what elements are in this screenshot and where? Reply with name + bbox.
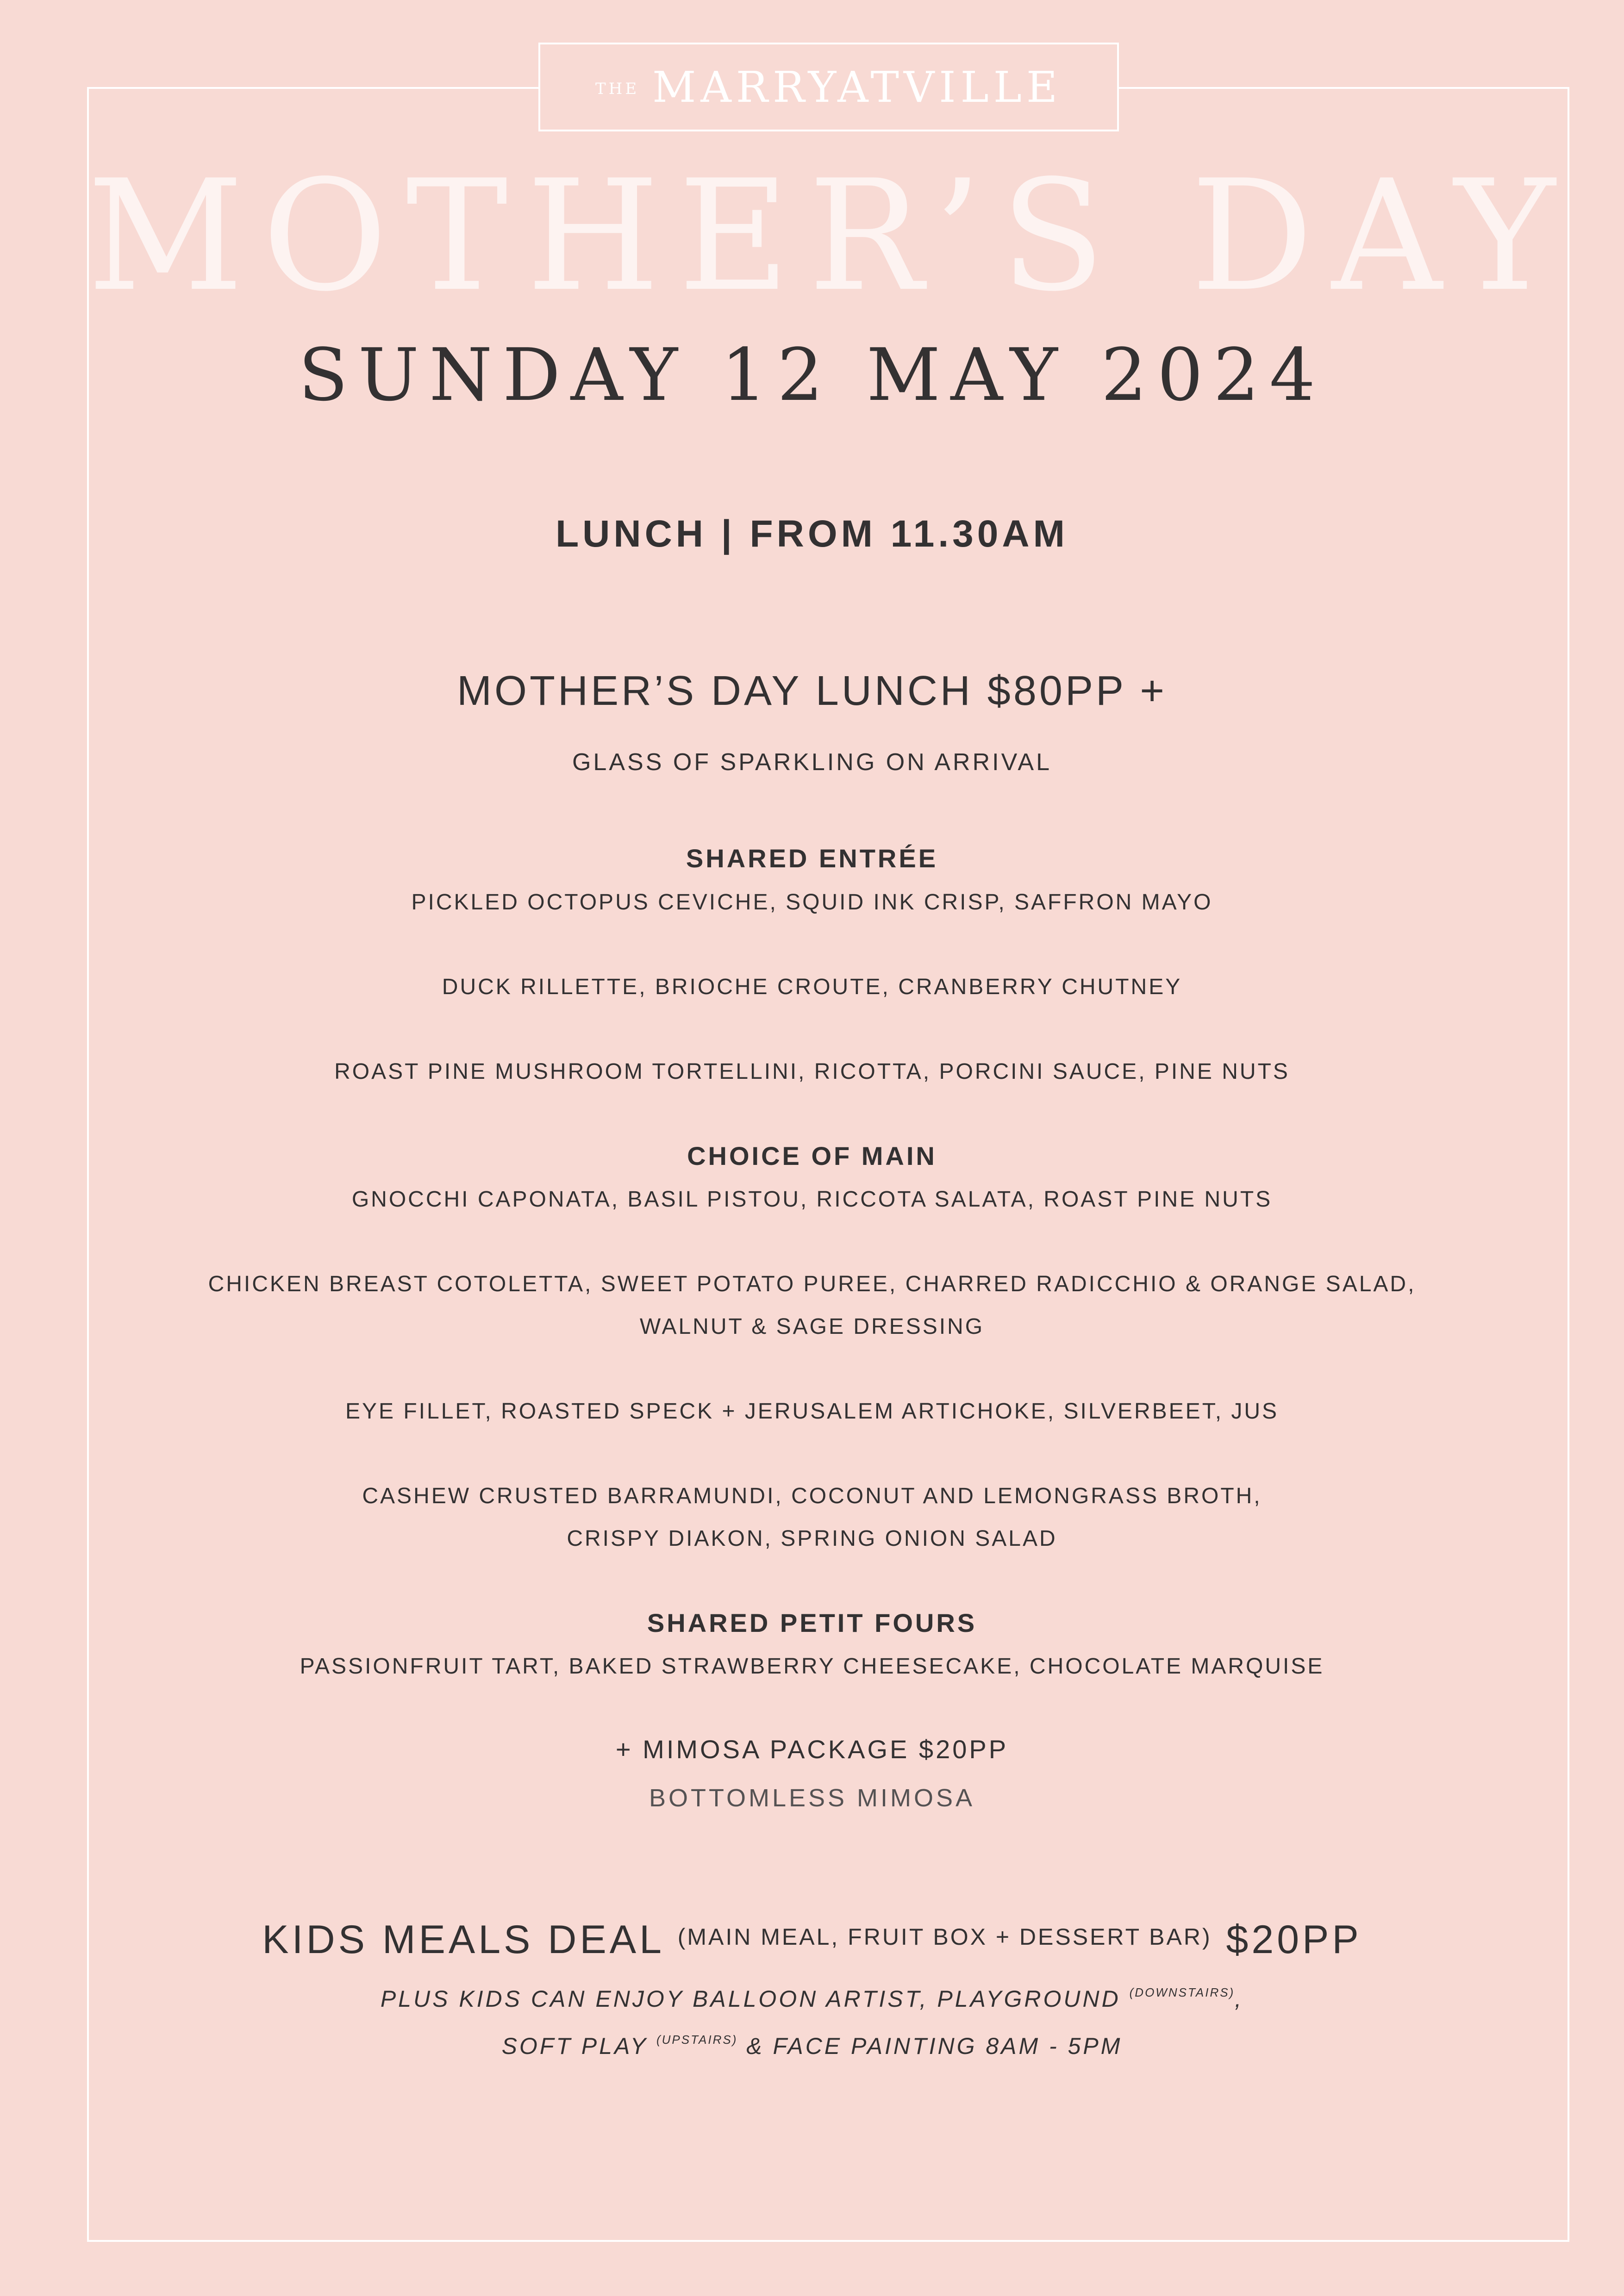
kids-note-sup: (DOWNSTAIRS) [1129,1985,1235,1999]
menu-item: GNOCCHI CAPONATA, BASIL PISTOU, RICCOTA SALATA, ROAST PINE NUTS [351,1187,1273,1212]
kids-note-text: PLUS KIDS CAN ENJOY BALLOON ARTIST, PLAYGROUND [380,1986,1121,2012]
menu-item: ROAST PINE MUSHROOM TORTELLINI, RICOTTA, PORCINI SAUCE, PINE NUTS [334,1059,1290,1084]
kids-note-text: SOFT PLAY [501,2033,648,2059]
menu-item: DUCK RILLETTE, BRIOCHE CROUTE, CRANBERRY CHUTNEY [442,975,1182,999]
menu-title: MOTHER’S DAY LUNCH $80PP + [457,668,1167,714]
kids-note-line-2 [0,2019,1624,2067]
main-heading: CHOICE OF MAIN [687,1141,937,1170]
menu-item: CRISPY DIAKON, SPRING ONION SALAD [567,1526,1057,1551]
kids-deal-price: $20PP [1226,1917,1362,1962]
entree-heading: SHARED ENTRÉE [686,844,938,873]
kids-deal-detail: (MAIN MEAL, FRUIT BOX + DESSERT BAR) [677,1924,1212,1950]
event-date: SUNDAY 12 MAY 2024 [298,333,1326,417]
logo-prefix: THE [595,80,640,98]
arrival-note: GLASS OF SPARKLING ON ARRIVAL [572,749,1052,776]
kids-deal-label: KIDS MEALS DEAL [262,1917,663,1962]
kids-note-line-1 [0,1972,1624,2020]
menu-item: PICKLED OCTOPUS CEVICHE, SQUID INK CRISP, SAFFRON MAYO [411,890,1213,915]
dessert-heading: SHARED PETIT FOURS [647,1608,977,1637]
kids-note-end: , [1235,1986,1244,2012]
menu-item: PASSIONFRUIT TART, BAKED STRAWBERRY CHEESECAKE, CHOCOLATE MARQUISE [300,1654,1324,1679]
logo [538,43,1119,131]
kids-note-end: & FACE PAINTING 8AM - 5PM [746,2033,1123,2059]
kids-deal [0,1909,1624,1967]
menu-item: EYE FILLET, ROASTED SPECK + JERUSALEM ARTICHOKE, SILVERBEET, JUS [345,1399,1279,1424]
logo-name: MARRYATVILLE [652,62,1062,112]
kids-note-sup: (UPSTAIRS) [656,2033,738,2047]
menu-item: CASHEW CRUSTED BARRAMUNDI, COCONUT AND LEMONGRASS BROTH, [362,1484,1262,1508]
service-time: LUNCH | FROM 11.30AM [556,513,1068,555]
mimosa-sub: BOTTOMLESS MIMOSA [649,1784,975,1812]
page-title: MOTHER’S DAY [87,147,1574,325]
menu-item: WALNUT & SAGE DRESSING [639,1314,985,1339]
menu-item: CHICKEN BREAST COTOLETTA, SWEET POTATO PUREE, CHARRED RADICCHIO & ORANGE SALAD, [208,1272,1416,1296]
mimosa-package: + MIMOSA PACKAGE $20PP [615,1735,1009,1764]
